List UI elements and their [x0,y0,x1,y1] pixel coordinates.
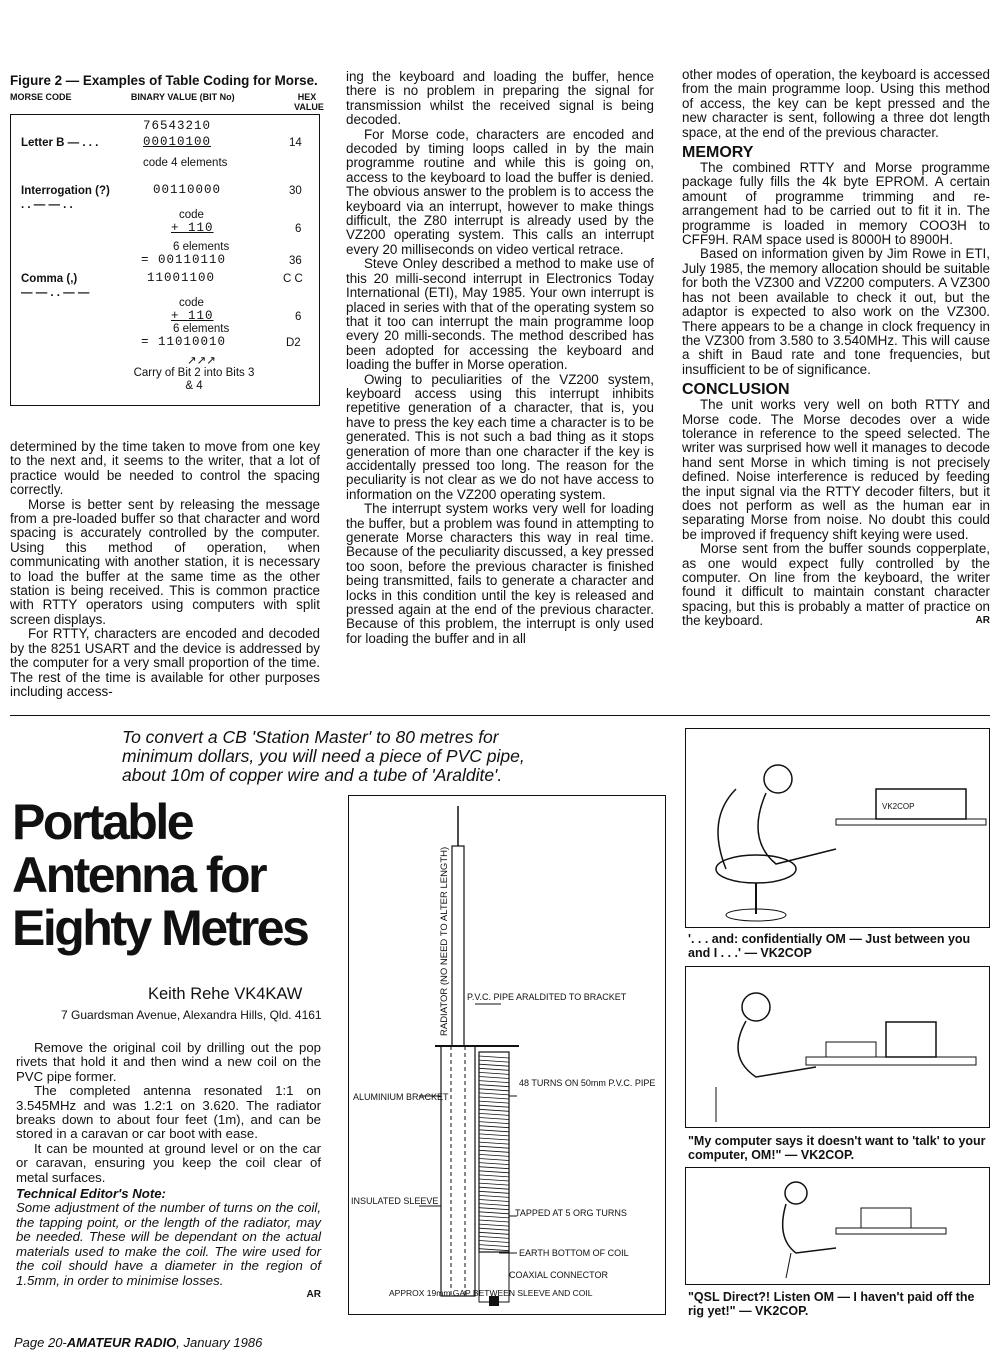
row-hex: 6 [295,223,302,235]
row-plus: + 110 [171,309,214,323]
coil-turn [479,1204,509,1206]
paragraph: Owing to peculiarities of the VZ200 system, keyboard access using this interrupt inhibits repetitive generation of a character, that is, you have to press the key each time a character is to be generated. This is not such a bad thing as it stops generation of more than one character if the key is accidentally pressed too long. The reason for the peculiarity is not clear as we do not have access to information on the VZ200 operating system. [346,371,654,502]
author-name: Keith Rehe VK4KAW [148,985,303,1003]
header-morse-code: MORSE CODE [10,92,72,102]
figure-headers [10,92,324,112]
column-2-text [346,70,654,646]
person-body [758,793,836,864]
cartoon-2-caption: "My computer says it doesn't want to 'talk' to your computer, OM!" — VK2COP. [688,1134,986,1162]
paragraph: It can be mounted at ground level or on the car or caravan, ensuring you keep the coil clear of metal surfaces. [16,1140,321,1185]
label-radiator: RADIATOR (NO NEED TO ALTER LENGTH) [439,846,450,1036]
article-body [16,1041,321,1302]
paragraph: For RTTY, characters are encoded and decoded by the 8251 USART and the device is addressed by the computer for a very small proportion of the time. The rest of the time is available for other purposes including access- [10,626,320,699]
end-mark: AR [306,1288,321,1300]
paragraph: other modes of operation, the keyboard is accessed from the main programme loop. Using this method of access, the key can be kept pressed and the new character is sent, following a three dot length space, at the end of the previous character. [682,67,990,140]
cartoon-1 [685,728,990,928]
row-binary: 00010100 [143,135,212,149]
coil-turn [479,1081,509,1083]
row-label: Interrogation (?) [21,185,110,197]
chair-leg [786,1253,791,1278]
row-hex: 14 [289,137,302,149]
coil-turn [479,1154,509,1156]
footer-page: Page 20- [14,1335,67,1350]
row-hex: 36 [289,255,302,267]
radio-label: VK2COP [882,802,915,811]
coil-turn [479,1167,509,1169]
figure-caption: Figure 2 — Examples of Table Coding for Morse. [10,73,318,88]
label-earth: EARTH BOTTOM OF COIL [519,1248,629,1258]
coil-turn [479,1216,509,1218]
paragraph [682,542,990,628]
coil-turn [479,1195,509,1197]
section-heading-memory: MEMORY [682,144,754,162]
row-label: Comma (,) [21,273,78,285]
coil-turn [479,1068,509,1070]
row-hex: 6 [295,311,302,323]
coil-turn [479,1089,509,1091]
desk [806,1057,976,1065]
footer-date: , January 1986 [176,1335,263,1350]
row-binary: 00110000 [153,183,222,197]
section-heading-conclusion: CONCLUSION [682,381,790,399]
coil-turn [479,1093,509,1095]
cartoon-1-caption: '. . . and: confidentially OM — Just between you and I . . .' — VK2COP [688,932,971,960]
coil-turn [479,1146,509,1148]
paragraph: For Morse code, characters are encoded and decoded by timing loops called in by the main programme routine and while this is going on, access to the keyboard to load the buffer is denied. The obvious answer to the problem is to access the keyboard via an interrupt, however to make things difficult, the Z80 interrupt is already used by the VZ200 operating system. This calls an interrupt every 20 milliseconds on video vertical retrace. [346,126,654,257]
label-coax: COAXIAL CONNECTOR [509,1270,609,1280]
coil-turn [479,1097,509,1099]
coil-turn [479,1208,509,1210]
row-hex: 30 [289,185,302,197]
coil-turn [479,1241,509,1243]
title-line: Eighty Metres [12,900,308,956]
author-address: 7 Guardsman Avenue, Alexandra Hills, Qld. 4161 [61,1008,322,1022]
row-plus: + 110 [171,221,214,235]
coil-turn [479,1163,509,1165]
coil-turn [479,1118,509,1120]
coil-turn [479,1191,509,1193]
coil-turn [479,1228,509,1230]
coil-turn [479,1077,509,1079]
person-head [742,993,770,1021]
coil-turn [479,1130,509,1132]
coil-turn [479,1150,509,1152]
carry-note: Carry of Bit 2 into Bits 3 & 4 [133,367,255,392]
antenna-drawing [348,795,666,1315]
cartoon-2 [685,966,990,1128]
coil-turn [479,1187,509,1189]
insulated-sleeve [441,1046,475,1296]
label-sleeve: INSULATED SLEEVE [351,1196,439,1206]
paragraph: ing the keyboard and loading the buffer, hence there is no problem in preparing the signal for transmission whilst the received signal is being decoded. [346,69,654,128]
coil-turn [479,1245,509,1247]
coil-turn [479,1072,509,1074]
coil-turn [479,1236,509,1238]
coil-turn [479,1212,509,1214]
antenna-diagram-svg [349,796,665,1314]
coil-turn [479,1220,509,1222]
header-hex: HEX VALUE [293,92,324,112]
paragraph: Based on information given by Jim Rowe in ETI, July 1985, the memory allocation should be suitable for both the VZ300 and VZ200 computers. A VZ300 has not been available to check it out, but the adaptor is expected to also work on the VZ300. There appears to be a change in clock frequency in the VZ300 from 3.580 to 3.540MHz. This will cause a shift in Baud rate and tone frequencies, but insufficient to be of significance. [682,246,990,377]
column-3-text [682,68,990,629]
desk [836,819,986,825]
coil-turn [479,1159,509,1161]
coil-turn [479,1060,509,1062]
label-gap: APPROX 19mm GAP BETWEEN SLEEVE AND COIL [389,1288,593,1298]
row-hex: C C [283,273,303,285]
carry-arrows: ↗↗↗ [187,355,216,367]
coil-turn [479,1064,509,1066]
cartoon-3-art [686,1168,989,1284]
coil-turn [479,1122,509,1124]
coil-turn [479,1249,509,1251]
row-label: Letter B — . . . [21,137,99,149]
row-binary: 11001100 [147,271,216,285]
coil-turn [479,1105,509,1107]
label-tapped: TAPPED AT 5 ORG TURNS [515,1208,627,1218]
person-head [785,1182,807,1204]
radio-set [861,1208,911,1228]
keyboard [826,1042,876,1057]
paragraph: determined by the time taken to move from one key to the next and, it seems to the writer, that a lot of practice would be needed to control the spacing correctly. [10,439,320,498]
row-note: 6 elements [173,323,230,335]
paragraph: Remove the original coil by drilling out the pop rivets that hold it and then wind a new coil on the PVC pipe former. [16,1040,321,1084]
row-binary: = 00110110 [141,253,227,267]
coil-turn [479,1200,509,1202]
paragraph: The combined RTTY and Morse programme package fully fills the 4k byte EPROM. A certain amount of programme trimming and re-arrangement had to be carried out to fit it in. The programme is loaded in memory COO3H to CFF9H. RAM space used is 8000H to 8900H. [682,160,990,248]
editor-note: Some adjustment of the number of turns on the coil, the tapping point, or the length of the radiator, may be needed. These will be dependant on the actual materials used to make the coil. The wire used for the coil should have a diameter in the region of 1.5mm, in order to minimise losses. [16,1200,321,1288]
title-line: Antenna for [12,847,266,903]
chair-seat [716,855,796,883]
title-line: Portable [12,794,193,850]
article-title [12,796,307,955]
row-note: code 4 elements [143,157,228,169]
footer-magazine: AMATEUR RADIO [66,1335,177,1350]
row-binary: = 11010010 [141,335,227,349]
person-body [783,1204,836,1253]
coil-turn [479,1183,509,1185]
bit-numbers: 76543210 [143,119,212,133]
person-head [764,765,792,793]
coil-turn [479,1175,509,1177]
header-binary: BINARY VALUE (BIT No) [130,92,235,102]
row-morse: . . — — . . [21,199,73,211]
row-note: code [179,297,204,309]
article-tagline: To convert a CB 'Station Master' to 80 metres for minimum dollars, you will need a piece of PVC pipe, about 10m of copper wire and a tube of 'Araldite'. [122,727,525,785]
coil-turn [479,1113,509,1115]
coil-turn [479,1171,509,1173]
label-bracket: ALUMINIUM BRACKET [353,1092,449,1102]
row-morse: — — . . — — [21,287,90,299]
paragraph: The interrupt system works very well for loading the buffer, but a problem was found in attempting to generate Morse characters this way in real time. Because of the peculiarity discussed, a key pressed too soon, before the previous character is finished being transmitted, fails to generate a character and locks in this condition until the key is released and pressed again at the end of the previous character. Because of this problem, the interrupt is only used for loading the buffer and in all [346,501,654,646]
editor-note-heading: Technical Editor's Note: [16,1186,166,1202]
person-body [738,1021,816,1077]
coil-turn [479,1056,509,1058]
coil-turn [479,1179,509,1181]
figure-2 [10,73,324,406]
coil-turn [479,1232,509,1234]
paragraph: Morse is better sent by releasing the message from a pre-loaded buffer so that character and word spacing is accurately controlled by the computer. Using this method of operation, when communicating with another station, it is necessary to load the buffer at the same time as the other station is being received. This is common practice with RTTY operators using computers with split screen displays. [10,496,320,627]
coil-turn [479,1109,509,1111]
coil-turn [479,1126,509,1128]
coil-turn [479,1138,509,1140]
cartoon-1-art [686,729,989,927]
desk [836,1228,946,1234]
coil-turn [479,1224,509,1226]
coil-turn [479,1134,509,1136]
section-divider [10,715,990,716]
label-pvc-pipe: P.V.C. PIPE ARALDITED TO BRACKET [467,992,627,1002]
coil-turn [479,1101,509,1103]
figure-table [10,114,320,406]
radiator-tube [452,846,464,1046]
computer [886,1022,936,1057]
paragraph-text: Morse sent from the buffer sounds copperplate, as one would expect fully controlled by the computer. On line from the keyboard, the writer found it difficult to maintain constant character spacing, but this is probably a matter of practice on the keyboard. [682,541,990,629]
page-footer [14,1335,262,1350]
label-turns: 48 TURNS ON 50mm P.V.C. PIPE [519,1078,656,1088]
paragraph: The completed antenna resonated 1:1 on 3.545MHz and was 1.2:1 on 3.620. The radiator breaks down to about four feet (1m), and can be stored in a caravan or car boot with ease. [16,1083,321,1142]
paragraph: Steve Onley described a method to make use of this 20 milli-second interrupt in Electronics Today International (ETI), May 1985. Your own interrupt is placed in series with that of the operating system so that it too can interrupt the main programme loop every 20 milli-seconds. The method described has been adopted for accessing the keyboard and loading the buffer in Morse operation. [346,256,654,373]
coil-turns [479,1056,509,1251]
coil-turn [479,1142,509,1144]
paragraph: The unit works very well on both RTTY and Morse code. The Morse decodes over a wide tolerance in reference to the speed selected. The writer was surprised how well it manages to decode hand sent Morse in which timing is not precisely defined. Noise interference is reduced by feeding the input signal via the RTTY decoder filters, but it does not perform as well as the human ear in separating Morse from noise. No doubt this could be improved if frequency shift keying were used. [682,397,990,542]
cartoon-3-caption: "QSL Direct?! Listen OM — I haven't paid off the rig yet!" — VK2COP. [688,1290,975,1318]
row-note: code [179,209,204,221]
coil-turn [479,1085,509,1087]
end-mark: AR [975,615,990,627]
column-1-text [10,440,320,699]
row-hex: D2 [286,337,301,349]
cartoon-3 [685,1167,990,1285]
cartoon-2-art [686,967,989,1127]
row-note: 6 elements [173,241,230,253]
